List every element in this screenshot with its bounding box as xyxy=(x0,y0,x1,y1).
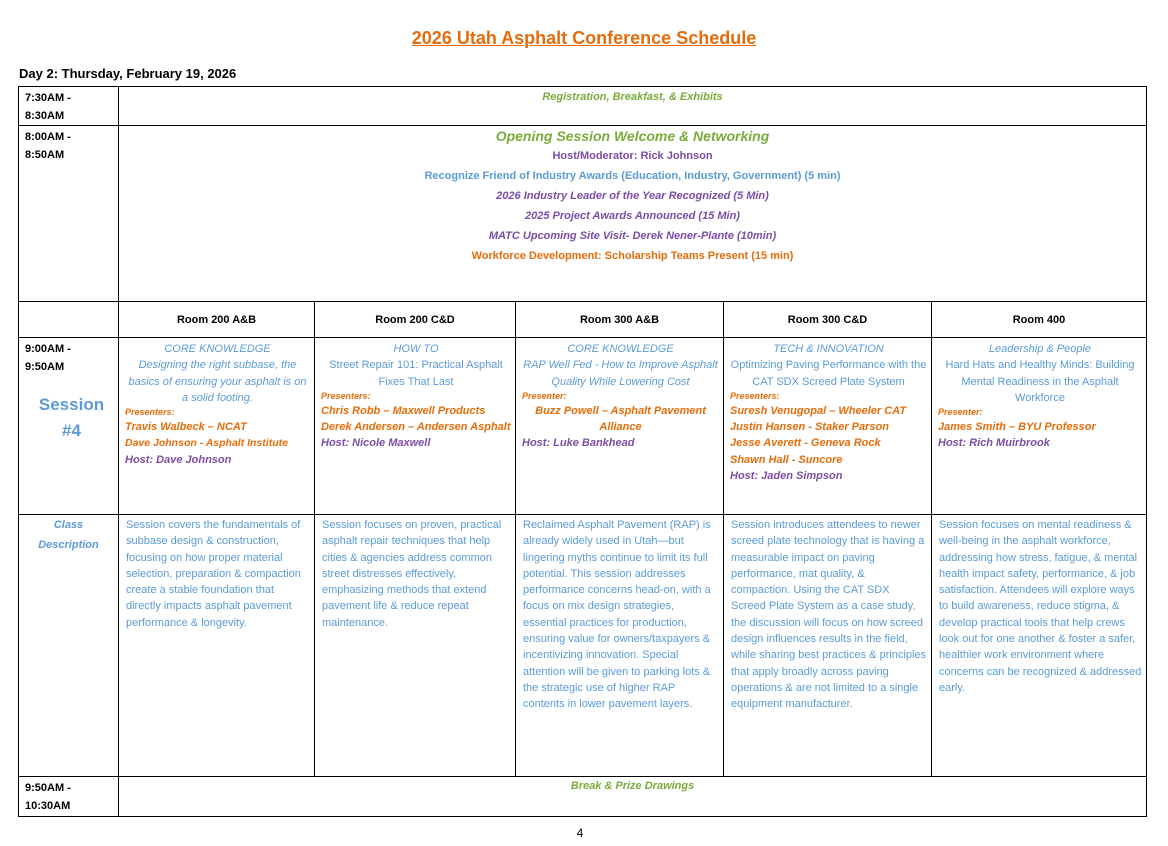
session-track: HOW TO xyxy=(393,343,439,355)
presenter: James Smith – BYU Professor xyxy=(938,421,1096,434)
presenter: Buzz Powell – Asphalt Pavement Alliance xyxy=(535,404,706,434)
session-host: Host: Rich Muirbrook xyxy=(938,437,1050,450)
opening-workforce: Workforce Development: Scholarship Teams Present (15 min) xyxy=(471,250,794,262)
presenter: Derek Andersen – Andersen Asphalt xyxy=(321,421,511,434)
session-host: Host: Dave Johnson xyxy=(125,453,232,466)
schedule-table xyxy=(18,86,1147,817)
presenter-label: Presenters: xyxy=(321,390,371,401)
session-card xyxy=(724,338,932,515)
presenter: Shawn Hall - Suncore xyxy=(730,453,843,466)
session-title: RAP Well Fed - How to Improve Asphalt Quality While Lowering Cost xyxy=(523,359,718,388)
session-title: Street Repair 101: Practical Asphalt Fixes That Last xyxy=(329,359,503,388)
registration-text: Registration, Breakfast, & Exhibits xyxy=(119,87,1147,126)
break-row xyxy=(19,777,1147,817)
opening-project: 2025 Project Awards Announced (15 Min) xyxy=(525,210,740,222)
opening-session xyxy=(119,126,1147,302)
presenter: Justin Hansen - Staker Parson xyxy=(730,421,889,434)
presenter-label: Presenter: xyxy=(938,407,983,418)
session-host: Host: Jaden Simpson xyxy=(730,470,843,483)
session-title: Hard Hats and Healthy Minds: Building Mental Readiness in the Asphalt Workforce xyxy=(945,359,1135,404)
session-track: CORE KNOWLEDGE xyxy=(164,343,271,355)
session-track: Leadership & People xyxy=(988,343,1092,355)
presenter: Dave Johnson - Asphalt Institute xyxy=(125,437,288,450)
presenter: Travis Walbeck – NCAT xyxy=(125,421,247,434)
room-header: Room 200 A&B xyxy=(119,302,315,338)
session-title: Optimizing Paving Performance with the CAT SDX Screed Plate System xyxy=(730,359,927,388)
class-description-row xyxy=(19,515,1147,777)
room-header: Room 400 xyxy=(932,302,1147,338)
presenter-label: Presenters: xyxy=(125,407,175,418)
presenter-label: Presenter: xyxy=(522,390,567,401)
session-track: TECH & INNOVATION xyxy=(773,343,884,355)
presenter: Suresh Venugopal – Wheeler CAT xyxy=(730,404,907,417)
class-description: Reclaimed Asphalt Pavement (RAP) is already widely used in Utah—but lingering myths continue to limit its full potential. This session addresses performance concerns head-on, with a focus on mix design strategies, essential practices for production, ensuring value for owners/taxpayers & incentivizing innovation. Special attention will be given to parking lots & the strategic use of higher RAP contents in lower pavement layers. xyxy=(516,515,724,777)
session-track: CORE KNOWLEDGE xyxy=(567,343,674,355)
registration-time: 7:30AM - 8:30AM xyxy=(19,87,119,126)
room-header-row xyxy=(19,302,1147,338)
session-row xyxy=(19,338,1147,515)
session-card xyxy=(119,338,315,515)
opening-title: Opening Session Welcome & Networking xyxy=(495,128,770,144)
opening-matc: MATC Upcoming Site Visit- Derek Nener-Plante (10min) xyxy=(488,230,777,242)
room-header: Room 200 C&D xyxy=(315,302,516,338)
session-card xyxy=(516,338,724,515)
session-card xyxy=(932,338,1147,515)
registration-row xyxy=(19,87,1147,126)
session-title: Designing the right subbase, the basics of ensuring your asphalt is on a solid footing. xyxy=(128,359,307,404)
session-card xyxy=(315,338,516,515)
class-description: Session introduces attendees to newer screed plate technology that is having a measurable impact on paving performance, mat quality, & compaction. Using the CAT SDX Screed Plate System as a case study, the discussion will focus on how screed design influences results in the field, while sharing best practices & principles that apply broadly across paving operations & are not limited to a single equipment manufacturer. xyxy=(724,515,932,777)
opening-awards: Recognize Friend of Industry Awards (Education, Industry, Government) (5 min) xyxy=(424,170,841,182)
page-number: 4 xyxy=(576,826,584,840)
session-host: Host: Nicole Maxwell xyxy=(321,437,431,450)
opening-leader: 2026 Industry Leader of the Year Recognized (5 Min) xyxy=(496,190,769,202)
class-description: Session focuses on mental readiness & well-being in the asphalt workforce, addressing how stress, fatigue, & mental health impact safety, performance, & job satisfaction. Attendees will explore ways to build awareness, reduce stigma, & develop practical tools that help crews look out for one another & foster a safer, healthier work environment where concerns can be recognized & addressed early. xyxy=(932,515,1147,777)
room-header: Room 300 C&D xyxy=(724,302,932,338)
session-time: 9:00AM - 9:50AM Session #4 xyxy=(19,338,119,515)
presenter-label: Presenters: xyxy=(730,390,780,401)
opening-host: Host/Moderator: Rick Johnson xyxy=(552,150,713,162)
session-host: Host: Luke Bankhead xyxy=(522,437,635,450)
break-text: Break & Prize Drawings xyxy=(119,777,1147,817)
break-time: 9:50AM - 10:30AM xyxy=(19,777,119,817)
class-description: Session covers the fundamentals of subbase design & construction, focusing on how proper material selection, preparation & compaction create a stable foundation that directly impacts asphalt pavement performance & longevity. xyxy=(119,515,315,777)
day-heading: Day 2: Thursday, February 19, 2026 xyxy=(19,66,237,81)
presenter: Chris Robb – Maxwell Products xyxy=(321,404,486,417)
room-header-empty xyxy=(19,302,119,338)
presenter: Jesse Averett - Geneva Rock xyxy=(730,437,881,450)
room-header: Room 300 A&B xyxy=(516,302,724,338)
class-description-label: Class Description xyxy=(19,515,119,777)
opening-time: 8:00AM - 8:50AM xyxy=(19,126,119,302)
page-title: 2026 Utah Asphalt Conference Schedule xyxy=(411,28,757,48)
session-number-label: Session #4 xyxy=(38,395,105,440)
class-description: Session focuses on proven, practical asphalt repair techniques that help cities & agencies address common street distresses effectively, emphasizing methods that extend pavement life & reduce repeat maintenance. xyxy=(315,515,516,777)
opening-row xyxy=(19,126,1147,302)
